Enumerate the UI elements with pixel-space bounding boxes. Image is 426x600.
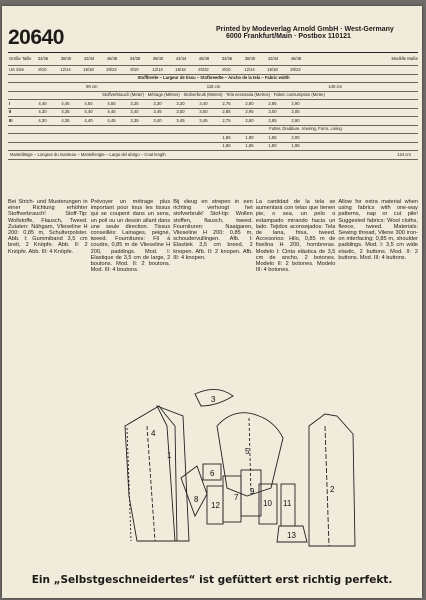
coat-length-row bbox=[8, 151, 418, 160]
consumption-value: 3,45 bbox=[176, 117, 185, 123]
consumption-value: 4,45 bbox=[107, 117, 116, 123]
lining-row bbox=[8, 143, 418, 152]
us-size-label: US Size bbox=[9, 66, 25, 72]
size-us-cell: 8/10 bbox=[222, 66, 231, 72]
piece-label-2: 2 bbox=[330, 485, 335, 494]
text-german: Bei Strich- und Musterungen in einer Richtung erhöhter Stoffverbrauch! Stoff-Tip: Wollstoffe, Flausch, Tweed. Zutaten: Nähgarn, Vlieseline H 200: 0,85 m, Schulterpolster. Abb. I: Gummiband 3,5 cm breit, 2 Knöpfe. Abb. II: 2 Knöpfe. Abb. III: 4 Knöpfe. bbox=[8, 199, 88, 255]
text-spanish: La cantidad de la tela se aumentará con telas que tienen pie, o sea, un pelo o estampado mirando hacia un lado. Tejidos aconsejados: Tela de lana, frisa, tweed. Accesorios: Hilo, 0,85 m de fiselina H 200, hombreras. Modelo I: Cinta elástica de 3,5 cm de ancho, 2 botones. Modelo II: 2 botones. Modelo III: 4 botones. bbox=[255, 199, 336, 274]
consumption-value: 3,50 bbox=[176, 109, 185, 115]
text-dutch: Bij vleug en strepen in een richting verhoogt het stofverbruik! Stof-tip: Wollen stoffen, flausch, tweed. Fournituren: Naaigaren, Vlieseline H 200: 0,85 m, schoudervullingen. Afb. I: Elastiek 3,5 cm breed, 2 knopen. Afb. II: 2 knopen. Afb. III: 4 knopen. bbox=[173, 199, 253, 261]
consumption-value: 3,30 bbox=[153, 100, 162, 106]
piece-label-5: 5 bbox=[245, 447, 250, 456]
piece-label-11: 11 bbox=[283, 499, 292, 508]
model-label: I bbox=[9, 100, 11, 106]
consumption-value: 4,35 bbox=[61, 109, 70, 115]
consumption-value: 2,75 bbox=[222, 117, 231, 123]
yardage-table bbox=[8, 54, 418, 160]
consumption-value: 4,30 bbox=[38, 117, 47, 123]
consumption-value: 4,40 bbox=[38, 100, 47, 106]
size-label: Größe Taille bbox=[9, 56, 32, 62]
size-us-cell: 12/14 bbox=[152, 66, 163, 72]
piece-label-4: 4 bbox=[151, 429, 156, 438]
consumption-value: 3,45 bbox=[153, 109, 162, 115]
piece-label-9: 9 bbox=[250, 487, 255, 496]
header bbox=[8, 26, 418, 53]
pattern-piece-front bbox=[125, 406, 177, 541]
size-eu-cell: 34/36 bbox=[129, 56, 141, 62]
consumption-value: 4,50 bbox=[84, 100, 93, 106]
pattern-pieces-diagram bbox=[7, 366, 419, 556]
size-eu-cell: 42/44 bbox=[175, 56, 187, 62]
size-us-cell: 12/14 bbox=[244, 66, 255, 72]
consumption-value: 2,85 bbox=[268, 100, 277, 106]
size-eu-cell: 38/40 bbox=[60, 56, 72, 62]
size-us-cell: 8/10 bbox=[130, 66, 139, 72]
lining-rows bbox=[8, 134, 418, 151]
piece-label-8: 8 bbox=[194, 495, 199, 504]
size-eu-cell: 34/36 bbox=[221, 56, 233, 62]
pattern-instruction-sheet bbox=[2, 6, 422, 598]
size-eu-cell: 42/44 bbox=[267, 56, 279, 62]
consumption-value: 4,40 bbox=[84, 117, 93, 123]
piece-label-7: 7 bbox=[234, 493, 239, 502]
text-english: Allow for extra material when using fabrics with one-way patterns, nap or cut pile! Suggested fabrics: Wool cloths, fleece, tweed. Materials: Sewing thread, Vilene 300 iron-on interfacing: 0,85 m, shoulder paddings. Mod. I: 3,5 cm wide elastic, 2 buttons. Mod. II: 2 buttons. Mod. III: 4 buttons. bbox=[338, 199, 418, 261]
footer-banner: Ein „Selbstgeschneidertes“ ist gefüttert erst richtig perfekt. bbox=[31, 574, 393, 586]
consumption-value: 4,45 bbox=[107, 109, 116, 115]
consumption-value: 4,55 bbox=[107, 100, 116, 106]
size-eu-cell: 46/48 bbox=[198, 56, 210, 62]
piece-label-1: 1 bbox=[167, 451, 172, 460]
size-us-cell: 16/18 bbox=[175, 66, 186, 72]
lining-value: 1,90 bbox=[245, 134, 254, 140]
width-140: 140 cm bbox=[328, 83, 343, 89]
model-label: II bbox=[9, 109, 12, 115]
consumption-value: 4,35 bbox=[61, 117, 70, 123]
consumption-value: 2,80 bbox=[245, 117, 254, 123]
pattern-number: 20640 bbox=[8, 26, 64, 49]
consumption-value: 3,05 bbox=[291, 109, 300, 115]
pattern-piece-back bbox=[309, 414, 355, 546]
us-size-row bbox=[8, 66, 418, 75]
lining-value: 1,95 bbox=[291, 143, 300, 149]
size-us-cell: 20/22 bbox=[290, 66, 301, 72]
lining-value: 1,85 bbox=[222, 134, 231, 140]
instruction-columns bbox=[8, 199, 418, 369]
lining-header-row bbox=[8, 126, 418, 135]
eu-sizes bbox=[32, 57, 392, 61]
lining-value: 1,95 bbox=[268, 134, 277, 140]
size-us-cell: 8/10 bbox=[38, 66, 47, 72]
consumption-value: 2,75 bbox=[222, 100, 231, 106]
width-header: Stoffbreite – Largeur de tissu – Stofbreedte – Ancho de la tela – Fabric width bbox=[137, 75, 290, 81]
size-eu-cell: 34/36 bbox=[37, 56, 49, 62]
size-label-right: Modèlle Maße bbox=[391, 56, 418, 62]
size-us-cell: 20/22 bbox=[106, 66, 117, 72]
size-eu-cell: 42/44 bbox=[83, 56, 95, 62]
lining-value: 1,80 bbox=[222, 143, 231, 149]
size-eu-cell: 46/48 bbox=[106, 56, 118, 62]
lining-header: Futter, Doublure, Voering, Forro, Lining bbox=[269, 126, 342, 132]
consumption-value: 3,35 bbox=[130, 117, 139, 123]
lining-value: 1,85 bbox=[245, 143, 254, 149]
us-sizes bbox=[31, 68, 396, 72]
consumption-value: 3,40 bbox=[153, 117, 162, 123]
lining-value: 2,00 bbox=[291, 134, 300, 140]
piece-label-6: 6 bbox=[210, 469, 215, 478]
coat-length-value: 124 cm bbox=[397, 151, 411, 157]
publisher-address bbox=[216, 26, 394, 40]
consumption-value: 4,45 bbox=[61, 100, 70, 106]
width-90: 90 cm bbox=[86, 83, 98, 89]
consumption-value: 2,85 bbox=[222, 109, 231, 115]
consumption-value: 3,40 bbox=[199, 100, 208, 106]
publisher-line-2: 6000 Frankfurt/Main · Postbox 110121 bbox=[226, 33, 351, 40]
coat-length-label: Mantellänge – Longeur du manteau – Mantellengte – Largo del abrigo – Coat length bbox=[10, 151, 166, 157]
size-us-cell: 12/14 bbox=[60, 66, 71, 72]
consumption-value: 3,25 bbox=[130, 100, 139, 106]
size-eu-cell: 46/48 bbox=[290, 56, 302, 62]
consumption-rows bbox=[8, 100, 418, 126]
pattern-piece-facing bbox=[157, 406, 189, 541]
size-eu-cell: 38/40 bbox=[244, 56, 256, 62]
consumption-value: 4,30 bbox=[38, 109, 47, 115]
piece-label-10: 10 bbox=[263, 499, 272, 508]
consumption-value: 2,90 bbox=[291, 100, 300, 106]
model-label: III bbox=[9, 117, 13, 123]
size-us-cell: 16/18 bbox=[267, 66, 278, 72]
consumption-value: 3,30 bbox=[176, 100, 185, 106]
fabric-width-header bbox=[8, 75, 418, 84]
lining-row bbox=[8, 134, 418, 143]
consumption-row bbox=[8, 117, 418, 126]
size-row bbox=[8, 54, 418, 66]
width-115: 115 cm bbox=[206, 83, 221, 89]
consumption-value: 3,00 bbox=[268, 109, 277, 115]
consumption-value: 4,40 bbox=[84, 109, 93, 115]
consumption-value: 3,50 bbox=[199, 109, 208, 115]
consumption-label: Stoffverbrauch (Meter) · Métrage (Mètres) · Stofverbruik (Meters) · Tela necesaria (Metros) · Fabric consumption (Metre) bbox=[102, 92, 325, 98]
size-us-cell: 20/22 bbox=[198, 66, 209, 72]
size-us-cell: 16/18 bbox=[83, 66, 94, 72]
consumption-value: 3,45 bbox=[199, 117, 208, 123]
consumption-value: 3,40 bbox=[130, 109, 139, 115]
consumption-value: 2,95 bbox=[245, 109, 254, 115]
consumption-row bbox=[8, 100, 418, 109]
consumption-row bbox=[8, 109, 418, 118]
consumption-header bbox=[8, 92, 418, 101]
text-french: Prévoyer un métrage plus important pour tous les tissus qui se coupent dans un sens, un poil ou un dessin allant dans une seule direction. Tissus conseillés: Lainages, peigné, tweed. Fournitures: Fil à coudre, 0,85 m de Vlieseline H 200, paddings. Mod. I: Elastique de 3,5 cm de large, 2 boutons. Mod. II: 2 boutons. Mod. III: 4 boutons. bbox=[90, 199, 171, 274]
widths-row bbox=[8, 83, 418, 92]
consumption-value: 2,85 bbox=[268, 117, 277, 123]
consumption-value: 2,90 bbox=[291, 117, 300, 123]
lining-value: 1,90 bbox=[268, 143, 277, 149]
publisher-line-1: Printed by Modeverlag Arnold GmbH · West-Germany bbox=[216, 26, 394, 33]
size-eu-cell: 38/40 bbox=[152, 56, 164, 62]
piece-label-3: 3 bbox=[211, 395, 216, 404]
consumption-value: 2,80 bbox=[245, 100, 254, 106]
piece-label-12: 12 bbox=[211, 501, 220, 510]
piece-label-13: 13 bbox=[287, 531, 296, 540]
